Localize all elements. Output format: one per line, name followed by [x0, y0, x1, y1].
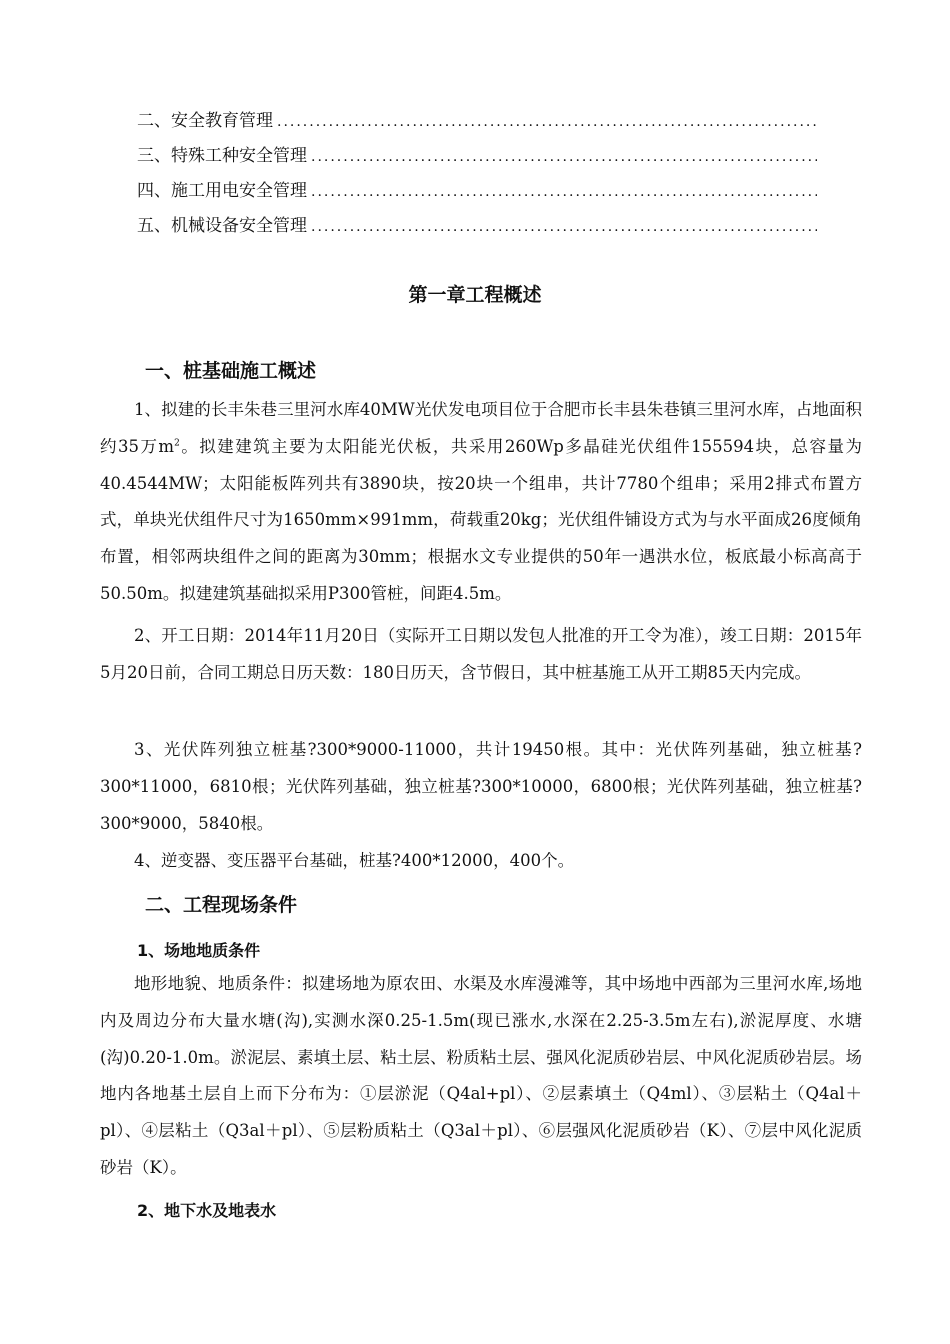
toc-item-label: 三、特殊工种安全管理: [137, 146, 307, 166]
paragraph-project-overview: [100, 392, 862, 613]
table-of-contents: [137, 108, 817, 248]
toc-item-label: 二、安全教育管理: [137, 111, 273, 131]
section-heading-site-conditions: 二、工程现场条件: [145, 894, 298, 916]
toc-leader-dots: [311, 179, 817, 205]
toc-item[interactable]: [137, 143, 817, 178]
paragraph-schedule: 2、开工日期：2014年11月20日（实际开工日期以发包人批准的开工令为准），竣工日期：2015年5月20日前，合同工期总日历天数：180日历天，含节假日，其中桩基施工从开工期85天内完成。: [100, 626, 862, 682]
subheading-groundwater: 2、地下水及地表水: [137, 1201, 277, 1220]
paragraph-text: 。拟建建筑主要为太阳能光伏板，共采用260Wp多晶硅光伏组件155594块，总容量为40.4544MW；太阳能板阵列共有3890块，按20块一个组串，共计7780个组串；采用2排式布置方式，单块光伏组件尺寸为1650mm×991mm，荷载重20kg；光伏组件铺设方式为与水平面成26度倾角布置，相邻两块组件之间的距离为30mm；根据水文专业提供的50年一遇洪水位，板底最小标高高于50.50m。拟建建筑基础拟采用P300管桩，间距4.5m。: [100, 436, 862, 603]
toc-item-label: 四、施工用电安全管理: [137, 181, 307, 201]
section-heading-pile-foundation: 一、桩基础施工概述: [145, 360, 317, 382]
paragraph-text: 1、拟建的长丰朱巷三里河水库40MW光伏发电项目位于合肥市长丰县朱巷镇三里河水库，占地面积约35万m: [100, 400, 862, 456]
toc-leader-dots: [311, 144, 817, 170]
superscript: 2: [174, 438, 180, 449]
paragraph-geology: 地形地貌、地质条件：拟建场地为原农田、水渠及水库漫滩等，其中场地中西部为三里河水库,场地内及周边分布大量水塘(沟),实测水深0.25-1.5m(现已涨水,水深在2.25-3.5m左右),淤泥厚度、水塘(沟)0.20-1.0m。淤泥层、素填土层、粘土层、粉质粘土层、强风化泥质砂岩层、中风化泥质砂岩层。场地内各地基土层自上而下分布为：①层淤泥（Q4al+pl）、②层素填土（Q4ml）、③层粘土（Q4al＋pl）、④层粘土（Q3al＋pl）、⑤层粉质粘土（Q3al＋pl）、⑥层强风化泥质砂岩（K）、⑦层中风化泥质砂岩（K）。: [100, 974, 862, 1177]
paragraph-pile-quantities: 3、光伏阵列独立桩基?300*9000-11000，共计19450根。其中：光伏阵列基础，独立桩基?300*11000，6810根；光伏阵列基础，独立桩基?300*10000，6800根；光伏阵列基础，独立桩基?300*9000，5840根。: [100, 740, 862, 833]
toc-item[interactable]: [137, 178, 817, 213]
toc-item[interactable]: [137, 213, 817, 248]
toc-item[interactable]: [137, 108, 817, 143]
toc-leader-dots: [311, 214, 817, 240]
subheading-geology: 1、场地地质条件: [137, 941, 261, 960]
chapter-title: 第一章工程概述: [408, 284, 542, 306]
toc-leader-dots: [277, 109, 817, 135]
toc-item-label: 五、机械设备安全管理: [137, 216, 307, 236]
paragraph-inverter-foundation: 4、逆变器、变压器平台基础，桩基?400*12000，400个。: [134, 851, 575, 870]
